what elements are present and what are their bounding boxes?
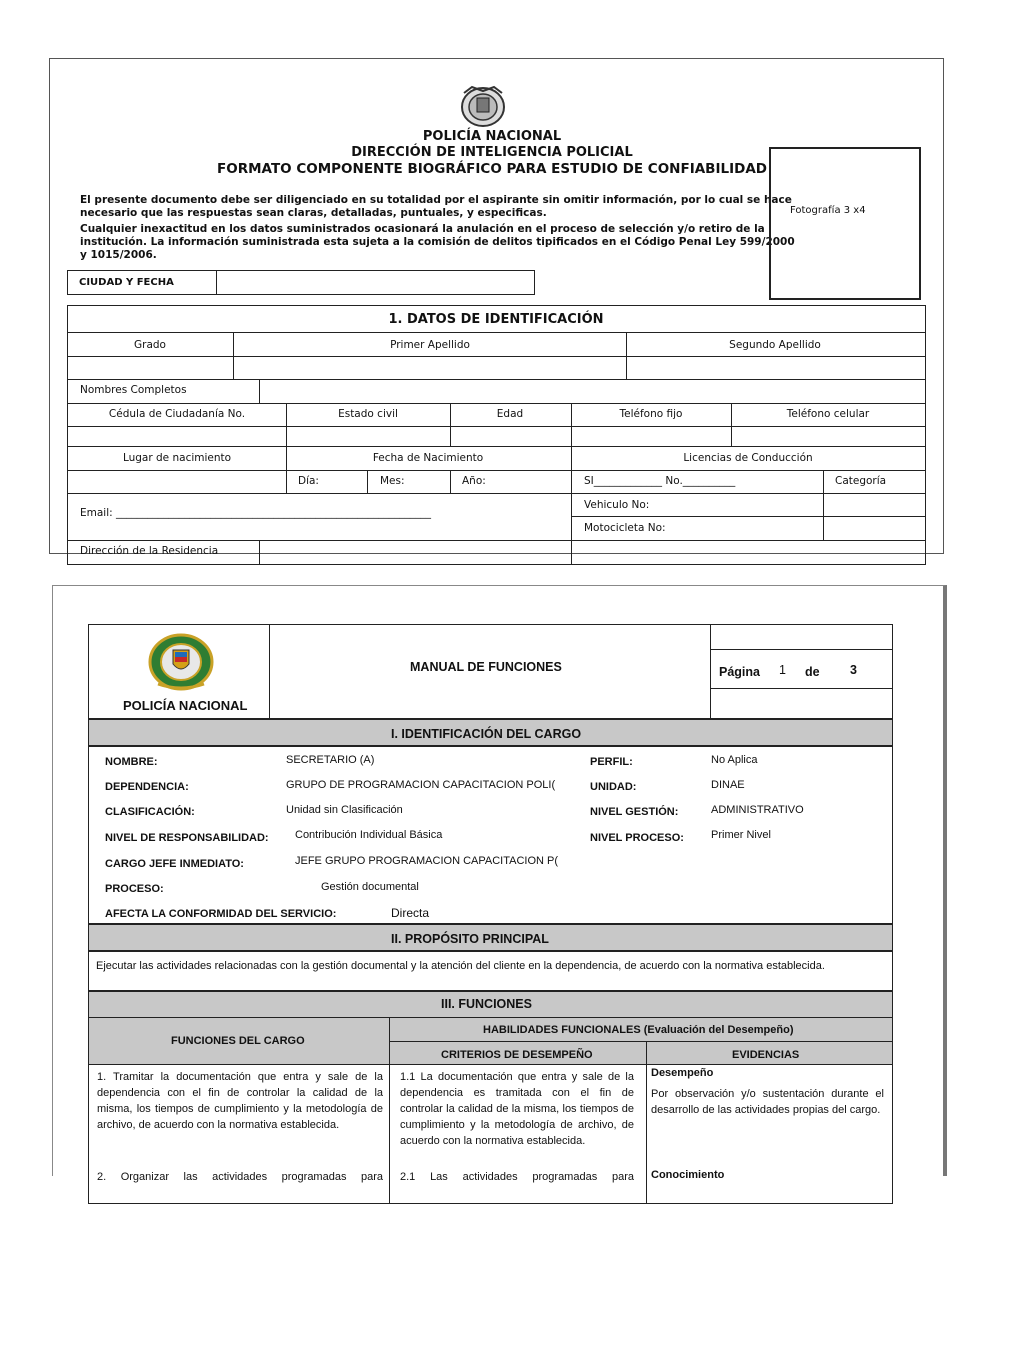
funcion-1: 1. Tramitar la documentación que entra y sale de la dependencia con el fin de controlar la calidad de la misma, los tiempos de cumplimiento y la metodología de archivo, de acuerdo con la normativa establecida. [97, 1071, 383, 1131]
lugar-nacimiento-label: Lugar de nacimiento [122, 452, 232, 464]
field-value: Unidad sin Clasificación [286, 804, 403, 816]
primer-apellido-label: Primer Apellido [390, 339, 470, 351]
field-value: GRUPO DE PROGRAMACION CAPACITACION POLI( [286, 779, 556, 791]
section1-title: I. IDENTIFICACIÓN DEL CARGO [391, 727, 582, 741]
criterio-2: 2.1 Las actividades programadas para [400, 1171, 634, 1183]
col-funciones: FUNCIONES DEL CARGO [171, 1035, 305, 1047]
nombres-label: Nombres Completos [80, 384, 187, 396]
email-field[interactable]: Email: ____________________________________________________________ [80, 507, 432, 519]
col-evidencias: EVIDENCIAS [732, 1049, 800, 1061]
field-label: CLASIFICACIÓN: [105, 806, 195, 818]
section2-title: II. PROPÓSITO PRINCIPAL [391, 932, 549, 946]
evidencia-title: Desempeño [651, 1067, 714, 1079]
section1-title: 1. DATOS DE IDENTIFICACIÓN [388, 312, 604, 327]
field-label: NIVEL DE RESPONSABILIDAD: [105, 832, 269, 844]
field-value: JEFE GRUPO PROGRAMACION CAPACITACION P( [295, 855, 559, 867]
photo-label: Fotografía 3 x4 [790, 205, 866, 216]
licencias-label: Licencias de Conducción [683, 452, 813, 464]
direction-title: DIRECCIÓN DE INTELIGENCIA POLICIAL [351, 145, 633, 160]
licencia-si-no: SI_____________ No.__________ [584, 475, 736, 487]
pagina-label: Página [719, 665, 760, 679]
org-title: POLICÍA NACIONAL [422, 129, 562, 144]
field-label: NOMBRE: [105, 756, 158, 768]
field-value: ADMINISTRATIVO [711, 804, 804, 816]
org-title: POLICÍA NACIONAL [123, 698, 248, 713]
anio-label: Año: [462, 475, 486, 487]
field-label: AFECTA LA CONFORMIDAD DEL SERVICIO: [105, 908, 337, 920]
field-value: Directa [391, 906, 430, 920]
field-label: PROCESO: [105, 883, 164, 895]
field-label: NIVEL GESTIÓN: [590, 806, 679, 818]
field-label: NIVEL PROCESO: [590, 832, 684, 844]
field-value: Gestión documental [321, 881, 419, 893]
field-value: DINAE [711, 779, 745, 791]
manual-title: MANUAL DE FUNCIONES [410, 660, 562, 674]
dia-label: Día: [298, 475, 319, 487]
grado-label: Grado [134, 339, 166, 351]
biographic-form-page [49, 58, 944, 557]
estado-civil-label: Estado civil [338, 408, 398, 420]
page-total: 3 [850, 663, 857, 677]
intro-line-4: institución. La información suministrada esta sujeta a la comisión de delitos tipificados en el Código Penal Ley 599/2000 [80, 236, 795, 248]
purpose-text: Ejecutar las actividades relacionadas con la gestión documental y la atención del cliente en la dependencia, de acuerdo con la normativa establecida. [96, 960, 825, 972]
telefono-celular-label: Teléfono celular [786, 408, 870, 420]
photo-box[interactable] [769, 147, 921, 300]
edad-label: Edad [496, 408, 524, 420]
col-criterios: CRITERIOS DE DESEMPEÑO [441, 1049, 593, 1061]
vehiculo-label: Vehiculo No: [584, 499, 650, 511]
funcion-2: 2. Organizar las actividades programadas para [97, 1171, 383, 1183]
field-value: SECRETARIO (A) [286, 754, 375, 766]
cedula-label: Cédula de Ciudadanía No. [108, 408, 246, 420]
police-crest-icon [458, 85, 508, 129]
intro-line-1: El presente documento debe ser diligenciado en su totalidad por el aspirante sin omitir información, por lo cual se hace [80, 194, 792, 206]
de-label: de [805, 665, 820, 679]
field-label: PERFIL: [590, 756, 633, 768]
categoria-label: Categoría [835, 475, 887, 487]
city-date-field[interactable] [218, 271, 533, 293]
intro-line-5: y 1015/2006. [80, 249, 157, 261]
intro-line-3: Cualquier inexactitud en los datos suministrados ocasionará la anulación en el proceso de selección y/o retiro de la [80, 223, 765, 235]
field-value: Contribución Individual Básica [295, 829, 443, 841]
field-label: CARGO JEFE INMEDIATO: [105, 858, 244, 870]
police-crest-icon [146, 630, 216, 692]
manual-funciones-page [52, 585, 947, 1183]
form-title: FORMATO COMPONENTE BIOGRÁFICO PARA ESTUDIO DE CONFIABILIDAD [217, 161, 767, 177]
nombres-field[interactable] [261, 380, 924, 402]
section3-title: III. FUNCIONES [441, 997, 532, 1011]
field-label: UNIDAD: [590, 781, 637, 793]
motocicleta-label: Motocicleta No: [584, 522, 666, 534]
city-date-label: CIUDAD Y FECHA [79, 277, 174, 288]
field-value: No Aplica [711, 754, 758, 766]
col-habilidades: HABILIDADES FUNCIONALES (Evaluación del Desempeño) [483, 1024, 794, 1036]
segundo-apellido-label: Segundo Apellido [729, 339, 821, 351]
evidencia-2-title: Conocimiento [651, 1169, 725, 1181]
criterio-1: 1.1 La documentación que entra y sale de la dependencia es tramitada con el fin de controlar la calidad de la misma, los tiempos de cumplimiento y la metodología de archivo, de acuerdo con la normativa establecida. [400, 1071, 634, 1147]
page-number: 1 [779, 663, 786, 677]
fecha-nacimiento-label: Fecha de Nacimiento [372, 452, 484, 464]
intro-line-2: necesario que las respuestas sean claras, detalladas, puntuales, y especificas. [80, 207, 547, 219]
field-label: DEPENDENCIA: [105, 781, 189, 793]
evidencia-1: Por observación y/o sustentación durante el desarrollo de las actividades propias del cargo. [651, 1088, 884, 1116]
field-value: Primer Nivel [711, 829, 771, 841]
direccion-label: Dirección de la Residencia [80, 545, 219, 557]
mes-label: Mes: [380, 475, 405, 487]
telefono-fijo-label: Teléfono fijo [619, 408, 683, 420]
